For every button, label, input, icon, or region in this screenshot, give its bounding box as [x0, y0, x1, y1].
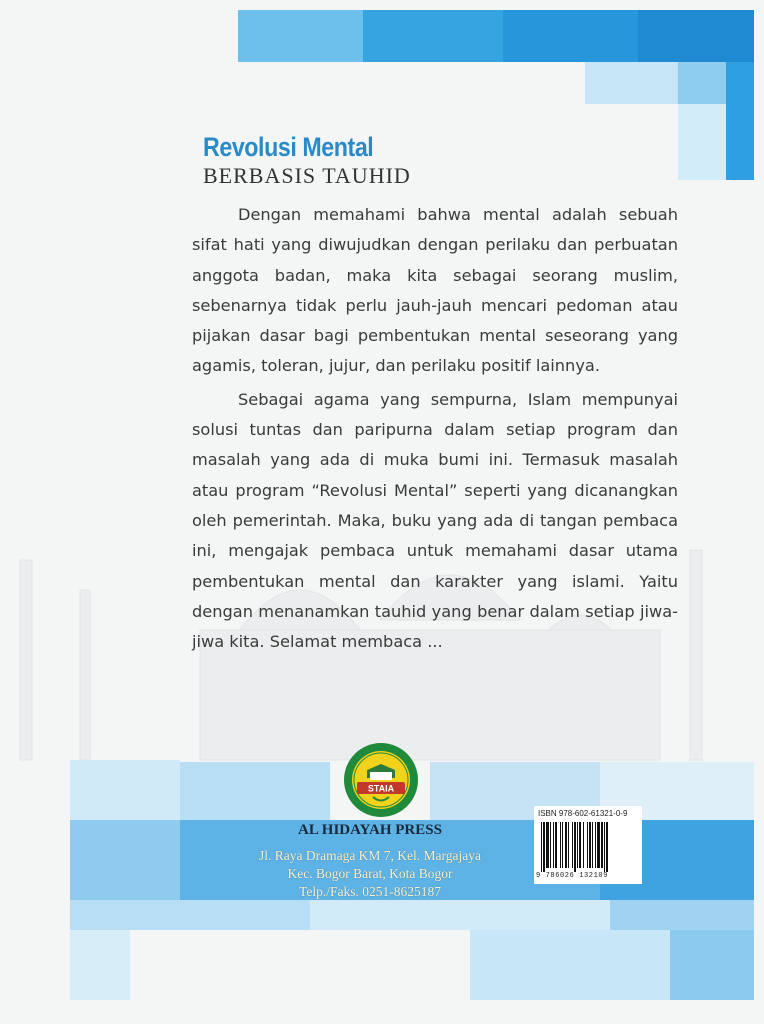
barcode-bar	[543, 822, 545, 872]
decor-tile	[610, 900, 754, 930]
publisher-address-line-1: Jl. Raya Dramaga KM 7, Kel. Margajaya	[258, 848, 482, 863]
decor-tile	[180, 762, 330, 820]
decor-tile	[363, 10, 503, 62]
barcode-bar	[579, 822, 581, 868]
decor-tile	[678, 62, 726, 104]
barcode-bar	[565, 822, 567, 868]
isbn-label: ISBN 978-602-61321-0-9	[538, 809, 628, 818]
decor-tile	[585, 62, 678, 104]
decor-tile	[310, 900, 610, 930]
decor-tile	[70, 820, 180, 900]
barcode-bar	[583, 822, 584, 868]
barcode-bar	[550, 822, 551, 868]
barcode-icon	[540, 822, 636, 872]
publisher-info	[180, 821, 560, 901]
barcode-bar	[574, 822, 576, 872]
decor-tile	[503, 10, 638, 62]
barcode-bar	[577, 822, 578, 868]
book-title: Revolusi Mental	[203, 132, 374, 162]
barcode-bar	[555, 822, 557, 868]
barcode-bar	[597, 822, 600, 868]
barcode-bar	[589, 822, 591, 868]
institution-seal-icon	[343, 742, 419, 818]
logo-label: STAIA	[367, 783, 395, 794]
publisher-name: AL HIDAYAH PRESS	[298, 822, 442, 838]
barcode-digits: 9 786026 132109	[536, 872, 609, 880]
decor-tile	[638, 10, 754, 62]
blurb-paragraph: Dengan memahami bahwa mental adalah sebuah sifat hati yang diwujudkan dengan perilaku dan perbuatan anggota badan, maka kita sebagai seorang muslim, sebenarnya tidak perlu jauh-jauh mencari pedoman atau pijakan dasar bagi pembentukan mental seseorang yang agamis, toleran, jujur, dan perilaku positif lainnya.	[192, 205, 678, 376]
barcode-bar	[541, 822, 542, 872]
barcode-bar	[572, 822, 573, 868]
decor-tile	[470, 930, 670, 1000]
decor-tile	[70, 930, 130, 1000]
barcode-bar	[546, 822, 549, 868]
publisher-address-line-2: Kec. Bogor Barat, Kota Bogor	[287, 866, 453, 881]
barcode-bar	[595, 822, 596, 868]
decor-tile	[238, 10, 363, 62]
decor-tile	[670, 930, 754, 1000]
book-title-block	[203, 132, 411, 188]
decor-tile	[726, 62, 754, 180]
barcode-bar	[562, 822, 563, 868]
decor-tile	[70, 760, 180, 820]
barcode-bar	[601, 822, 603, 868]
barcode-bar	[592, 822, 593, 868]
barcode-bar	[568, 822, 569, 868]
barcode-bar	[604, 822, 605, 872]
barcode-bar	[587, 822, 588, 868]
barcode-bar	[560, 822, 561, 868]
barcode-bar	[606, 822, 608, 872]
publisher-phone: Telp./Faks. 0251-8625187	[299, 884, 441, 899]
blurb-paragraph: Sebagai agama yang sempurna, Islam mempunyai solusi tuntas dan paripurna dalam setiap program dan masalah yang ada di muka bumi ini. Termasuk masalah atau program “Revolusi Mental” seperti yang dicanangkan oleh pemerintah. Maka, buku yang ada di tangan pembaca ini, mengajak pembaca untuk memahami dasar utama pembentukan mental dan karakter yang islami. Yaitu dengan menanamkan tauhid yang benar dalam setiap jiwa-jiwa kita. Selamat membaca ...	[192, 389, 678, 652]
book-subtitle: BERBASIS TAUHID	[203, 163, 411, 188]
decor-tile	[70, 900, 310, 930]
barcode-bar	[553, 822, 554, 868]
blurb-text	[192, 200, 678, 660]
decor-tile	[678, 104, 726, 180]
isbn-barcode-box	[534, 806, 642, 884]
